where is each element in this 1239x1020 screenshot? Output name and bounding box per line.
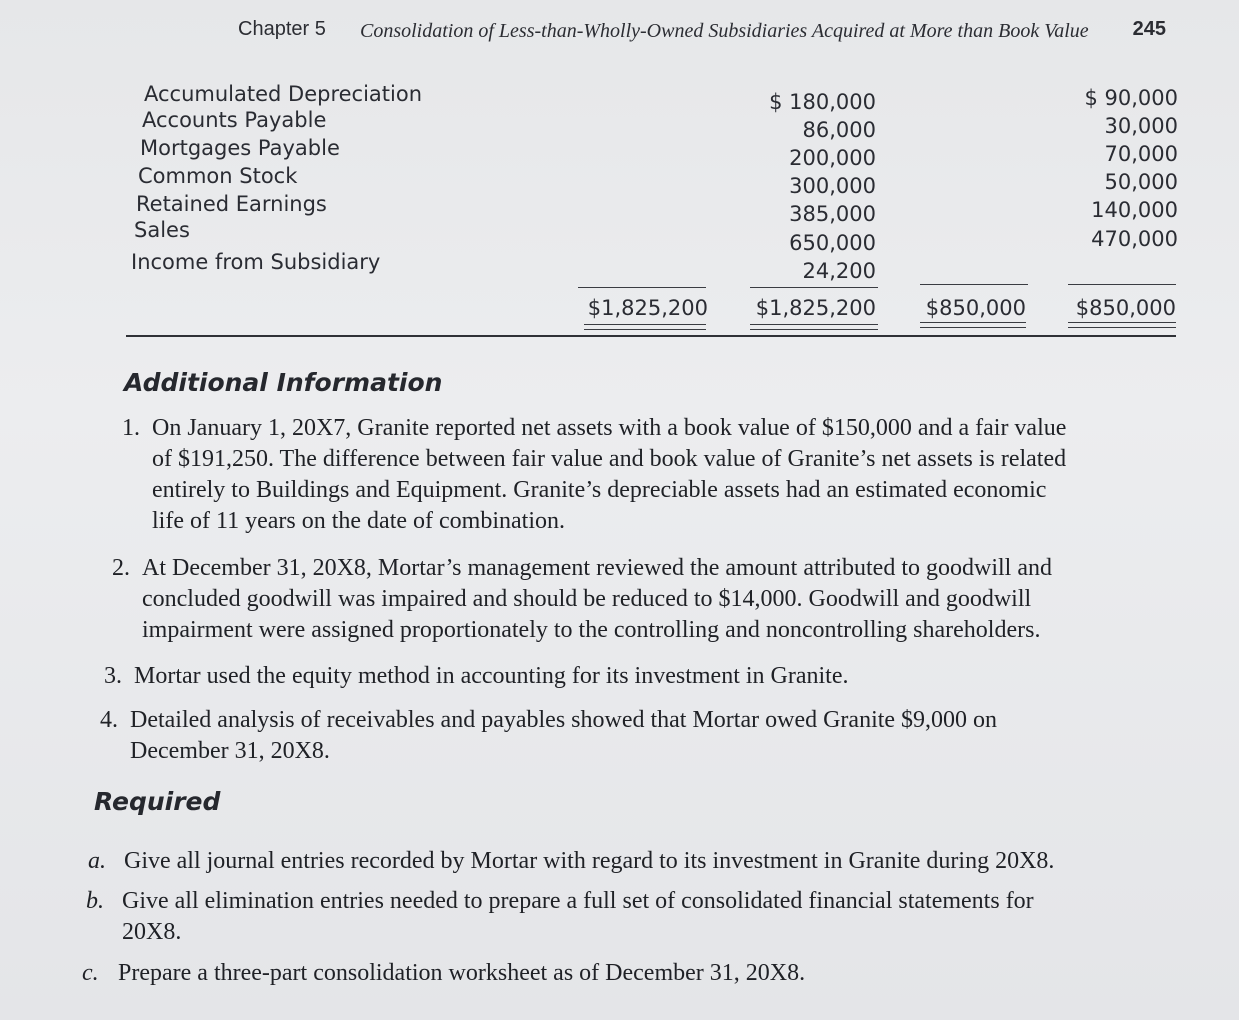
text-line: of $191,250. The difference between fair value and book value of Granite’s net assets is related bbox=[152, 446, 1067, 472]
text-line: Give all journal entries recorded by Mortar with regard to its investment in Granite during 20X8. bbox=[124, 848, 1055, 874]
page-number: 245 bbox=[1132, 18, 1166, 40]
text-line: At December 31, 20X8, Mortar’s management reviewed the amount attributed to goodwill and bbox=[142, 555, 1052, 581]
item-text bbox=[122, 886, 1202, 948]
running-title: Consolidation of Less-than-Wholly-Owned Subsidiaries Acquired at More than Book Value bbox=[360, 20, 1089, 42]
item-text bbox=[118, 958, 1178, 989]
text-line: Mortar used the equity method in accounting for its investment in Granite. bbox=[134, 663, 849, 689]
amount-cell: 200,000 bbox=[789, 146, 876, 170]
item-number: 3. bbox=[104, 663, 122, 689]
amount-cell: 86,000 bbox=[802, 118, 876, 142]
amount-cell: 30,000 bbox=[1104, 114, 1178, 138]
total-double-rule bbox=[920, 322, 1026, 328]
amount-cell: 50,000 bbox=[1104, 170, 1178, 194]
account-label: Retained Earnings bbox=[136, 192, 327, 216]
account-label: Sales bbox=[134, 218, 190, 242]
text-line: impairment were assigned proportionately to the controlling and noncontrolling shareholders. bbox=[142, 617, 1041, 643]
item-letter: c. bbox=[82, 960, 99, 986]
item-number: 1. bbox=[122, 415, 140, 441]
text-line: Prepare a three-part consolidation worksheet as of December 31, 20X8. bbox=[118, 960, 806, 986]
item-number: 4. bbox=[100, 707, 118, 733]
item-text bbox=[152, 413, 1180, 537]
amount-cell: 70,000 bbox=[1104, 142, 1178, 166]
total-double-rule bbox=[750, 324, 878, 330]
account-label: Accounts Payable bbox=[142, 108, 327, 132]
item-letter: a. bbox=[88, 848, 106, 874]
amount-cell: 470,000 bbox=[1091, 227, 1178, 251]
amount-cell: 650,000 bbox=[789, 231, 876, 255]
account-label: Common Stock bbox=[138, 164, 298, 188]
account-label: Mortgages Payable bbox=[140, 136, 340, 160]
amount-cell: 385,000 bbox=[789, 202, 876, 226]
subtotal-rule bbox=[750, 287, 878, 288]
trial-balance-table bbox=[128, 80, 1188, 350]
text-line: Detailed analysis of receivables and payables showed that Mortar owed Granite $9,000 on bbox=[130, 707, 998, 733]
page-header bbox=[238, 14, 1168, 50]
text-line: December 31, 20X8. bbox=[130, 738, 330, 764]
text-line: entirely to Buildings and Equipment. Granite’s depreciable assets had an estimated economic bbox=[152, 477, 1047, 503]
amount-cell: 140,000 bbox=[1091, 198, 1178, 222]
total-cell: $1,825,200 bbox=[755, 296, 876, 320]
account-label: Accumulated Depreciation bbox=[144, 82, 423, 106]
section-divider bbox=[126, 335, 1176, 337]
total-double-rule bbox=[584, 324, 706, 330]
text-line: 20X8. bbox=[122, 919, 182, 945]
total-cell: $850,000 bbox=[1075, 296, 1176, 320]
amount-cell: 24,200 bbox=[802, 259, 876, 283]
chapter-label: Chapter 5 bbox=[238, 18, 326, 40]
item-text bbox=[142, 553, 1182, 646]
text-line: On January 1, 20X7, Granite reported net assets with a book value of $150,000 and a fair value bbox=[152, 415, 1067, 441]
amount-cell: 300,000 bbox=[789, 174, 876, 198]
subtotal-rule bbox=[578, 287, 706, 288]
item-letter: b. bbox=[86, 888, 104, 914]
amount-cell: $ 90,000 bbox=[1084, 86, 1178, 110]
text-line: Give all elimination entries needed to prepare a full set of consolidated financial statements for bbox=[122, 888, 1034, 914]
item-text bbox=[134, 661, 1174, 692]
required-list bbox=[82, 846, 1206, 1006]
total-double-rule bbox=[1068, 322, 1176, 328]
total-cell: $850,000 bbox=[925, 296, 1026, 320]
subtotal-rule bbox=[1068, 284, 1176, 285]
item-text bbox=[124, 846, 1194, 877]
total-cell: $1,825,200 bbox=[587, 296, 708, 320]
additional-info-heading: Additional Information bbox=[124, 368, 443, 397]
item-text bbox=[130, 705, 1180, 767]
additional-info-list bbox=[100, 413, 1192, 793]
required-heading: Required bbox=[94, 787, 221, 816]
item-number: 2. bbox=[112, 555, 130, 581]
text-line: life of 11 years on the date of combination. bbox=[152, 508, 565, 534]
text-line: concluded goodwill was impaired and should be reduced to $14,000. Goodwill and goodwill bbox=[142, 586, 1032, 612]
account-label: Income from Subsidiary bbox=[131, 250, 381, 274]
amount-cell: $ 180,000 bbox=[769, 90, 876, 114]
subtotal-rule bbox=[920, 284, 1028, 285]
